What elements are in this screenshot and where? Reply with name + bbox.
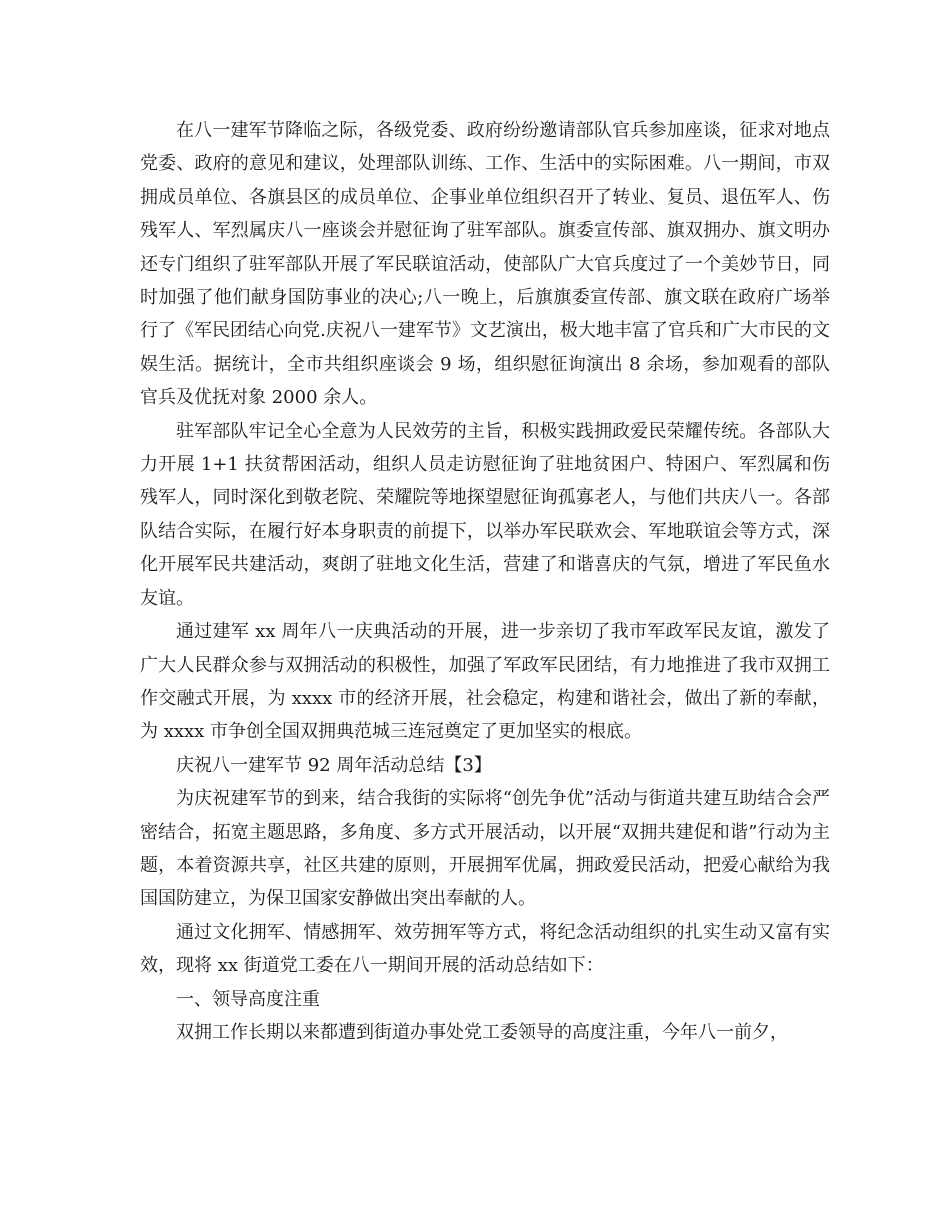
paragraph-1: 在八一建军节降临之际，各级党委、政府纷纷邀请部队官兵参加座谈，征求对地点党委、政府的意见和建议，处理部队训练、工作、生活中的实际困难。八一期间，市双拥成员单位、各旗县区的成员单位、企事业单位组织召开了转业、复员、退伍军人、伤残军人、军烈属庆八一座谈会并慰征询了驻军部队。旗委宣传部、旗双拥办、旗文明办还专门组织了驻军部队开展了军民联谊活动，使部队广大官兵度过了一个美妙节日，同时加强了他们献身国防事业的决心;八一晚上，后旗旗委宣传部、旗文联在政府广场举行了《军民团结心向党.庆祝八一建军节》文艺演出，极大地丰富了官兵和广大市民的文娱生活。据统计，全市共组织座谈会 9 场，组织慰征询演出 8 余场，参加观看的部队官兵及优抚对象 2000 余人。: [140, 120, 830, 409]
paragraph-3: 通过建军 xx 周年八一庆典活动的开展，进一步亲切了我市军政军民友谊，激发了广大人民群众参与双拥活动的积极性，加强了军政军民团结，有力地推进了我市双拥工作交融式开展，为 xxxx 市的经济开展，社会稳定，构建和谐社会，做出了新的奉献，为 xxxx 市争创全国双拥典范城三连冠奠定了更加坚实的根底。: [140, 621, 830, 743]
paragraph-5: 通过文化拥军、情感拥军、效劳拥军等方式，将纪念活动组织的扎实生动又富有实效，现将 xx 街道党工委在八一期间开展的活动总结如下：: [140, 921, 830, 977]
section-title: 庆祝八一建军节 92 周年活动总结【3】: [176, 754, 492, 776]
paragraph-6: 双拥工作长期以来都遭到街道办事处党工委领导的高度注重，今年八一前夕，: [176, 1021, 788, 1043]
paragraph-2: 驻军部队牢记全心全意为人民效劳的主旨，积极实践拥政爱民荣耀传统。各部队大力开展 1+1 扶贫帮困活动，组织人员走访慰征询了驻地贫困户、特困户、军烈属和伤残军人，同时深化到敬老院、荣耀院等地探望慰征询孤寡老人，与他们共庆八一。各部队结合实际，在履行好本身职责的前提下，以举办军民联欢会、军地联谊会等方式，深化开展军民共建活动，爽朗了驻地文化生活，营建了和谐喜庆的气氛，增进了军民鱼水友谊。: [140, 420, 830, 609]
paragraph-4: 为庆祝建军节的到来，结合我街的实际将“创先争优”活动与街道共建互助结合会严密结合，拓宽主题思路，多角度、多方式开展活动，以开展“双拥共建促和谐”行动为主题，本着资源共享，社区共建的原则，开展拥军优属，拥政爱民活动，把爱心献给为我国国防建立，为保卫国家安静做出突出奉献的人。: [140, 788, 830, 910]
subsection-title: 一、领导高度注重: [176, 988, 320, 1010]
document-page: [140, 114, 830, 1049]
